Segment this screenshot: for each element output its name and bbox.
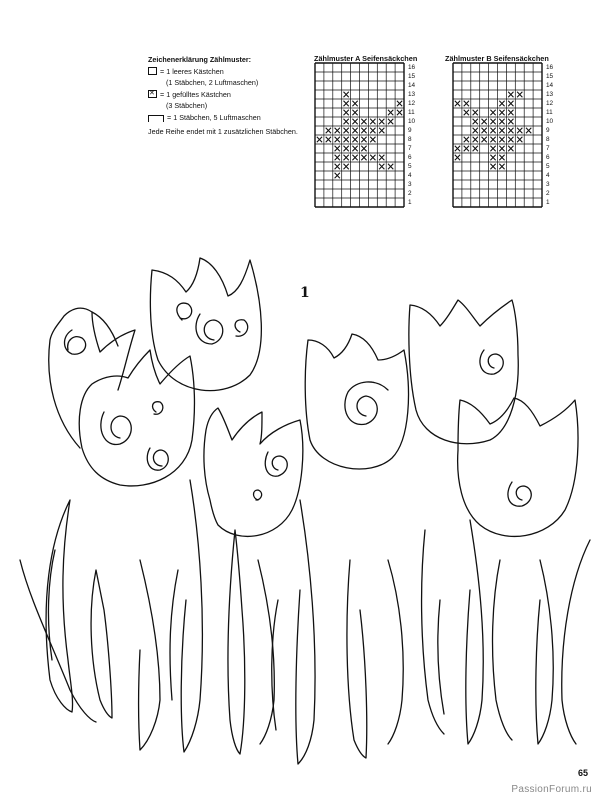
figure-label: 1 xyxy=(300,285,310,301)
row-number: 9 xyxy=(546,127,550,134)
page-number: 65 xyxy=(577,768,588,778)
tulip-right-upper xyxy=(409,300,518,444)
tulip-right-lower xyxy=(458,398,578,536)
tulip-center-left xyxy=(204,408,303,536)
chart-b-title: Zählmuster B Seifensäckchen xyxy=(445,54,549,63)
row-number: 3 xyxy=(546,181,550,188)
row-number: 7 xyxy=(546,145,550,152)
spiral-icon xyxy=(235,320,248,336)
tulip-left-center xyxy=(79,350,194,486)
row-number: 3 xyxy=(408,181,412,188)
spiral-icon xyxy=(254,490,262,500)
row-number: 1 xyxy=(408,199,412,206)
spiral-icon xyxy=(480,350,503,374)
chart-a-title: Zählmuster A Seifensäckchen xyxy=(314,54,418,63)
row-number: 10 xyxy=(408,118,416,125)
row-number: 12 xyxy=(546,100,554,107)
row-number: 2 xyxy=(408,190,412,197)
row-number: 4 xyxy=(408,172,412,179)
row-number: 2 xyxy=(546,190,550,197)
tulip-left xyxy=(49,308,135,448)
row-number: 10 xyxy=(546,118,554,125)
legend-empty-label: = 1 leeres Kästchen xyxy=(160,66,224,76)
watermark: PassionForum.ru xyxy=(511,784,592,795)
row-number: 14 xyxy=(546,82,554,89)
row-number: 5 xyxy=(408,163,412,170)
row-number: 14 xyxy=(408,82,416,89)
row-number: 12 xyxy=(408,100,416,107)
legend-filled-label: = 1 gefülltes Kästchen xyxy=(160,89,231,99)
row-number: 4 xyxy=(546,172,550,179)
legend-stitch-label: = 1 Stäbchen, 5 Luftmaschen xyxy=(167,112,261,122)
row-number: 15 xyxy=(546,73,554,80)
row-number: 11 xyxy=(546,109,553,116)
row-number: 16 xyxy=(546,64,554,71)
spiral-icon xyxy=(65,330,86,354)
spiral-icon xyxy=(508,482,531,506)
row-number: 5 xyxy=(546,163,550,170)
legend-empty-detail: (1 Stäbchen, 2 Luftmaschen) xyxy=(166,78,259,87)
legend-note: Jede Reihe endet mit 1 zusätzlichen Stäbchen. xyxy=(148,127,298,136)
legend-filled-detail: (3 Stäbchen) xyxy=(166,101,208,110)
row-number: 13 xyxy=(546,91,554,98)
spiral-icon xyxy=(101,412,131,445)
row-number: 6 xyxy=(408,154,412,161)
spiral-icon xyxy=(196,314,223,344)
row-number: 8 xyxy=(408,136,412,143)
spiral-icon xyxy=(345,382,388,425)
row-number: 9 xyxy=(408,127,412,134)
legend-title: Zeichenerklärung Zählmuster: xyxy=(148,55,252,64)
spiral-icon xyxy=(153,402,163,415)
spiral-icon xyxy=(147,448,168,470)
row-number: 15 xyxy=(408,73,416,80)
row-number: 11 xyxy=(408,109,415,116)
row-number: 6 xyxy=(546,154,550,161)
tulip-center xyxy=(305,334,408,469)
tulip-leaves xyxy=(20,480,590,764)
row-number: 13 xyxy=(408,91,416,98)
spiral-icon xyxy=(177,303,192,320)
row-number: 1 xyxy=(546,199,550,206)
row-number: 16 xyxy=(408,64,416,71)
row-number: 7 xyxy=(408,145,412,152)
tulip-top-left xyxy=(150,258,261,391)
spiral-icon xyxy=(265,452,287,476)
row-number: 8 xyxy=(546,136,550,143)
